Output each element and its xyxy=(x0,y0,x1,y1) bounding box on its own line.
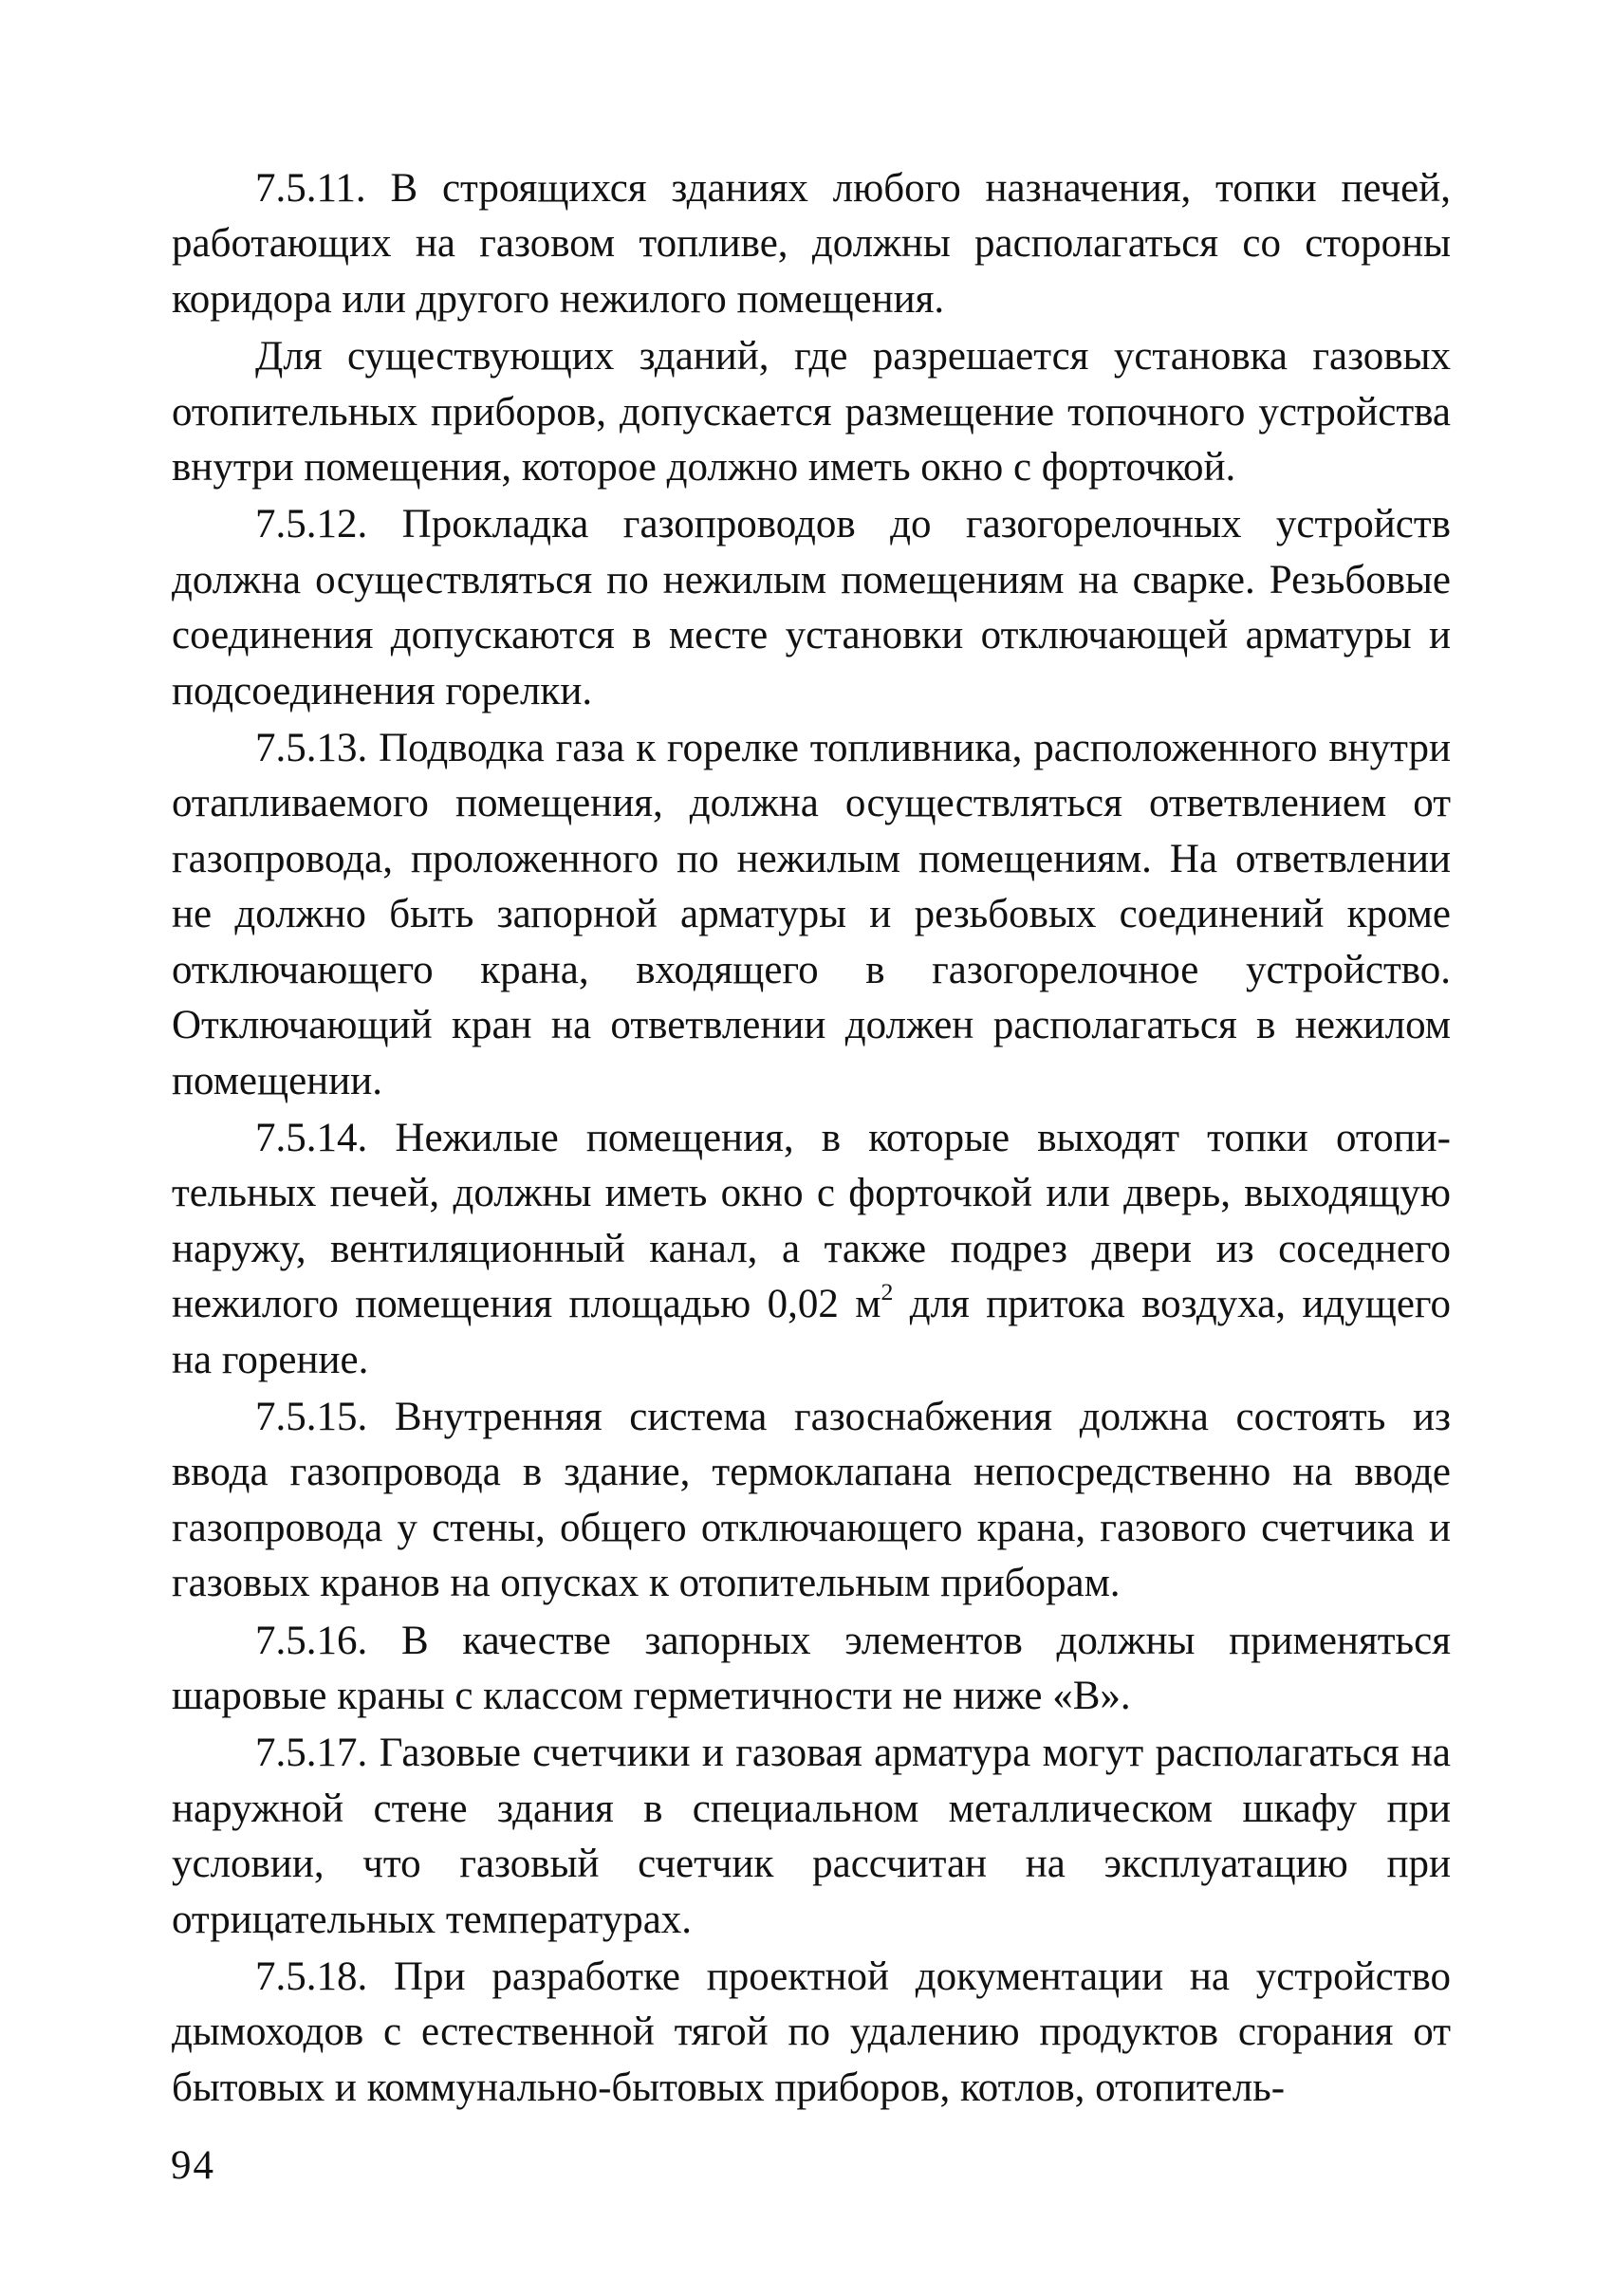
paragraph-7-5-14-tail: для притока воздуха, идущего на горение. xyxy=(172,1282,1451,1382)
paragraph-existing-buildings: Для существующих зданий, где разрешается установка газовых отопительных приборов, допускается размещение топочного устройства внутри помещения, которое должно иметь окно с форточкой. xyxy=(172,334,1451,491)
paragraph-7-5-14 xyxy=(172,1111,1451,1388)
body-text xyxy=(172,161,1451,2118)
paragraph-7-5-13: 7.5.13. Подводка газа к горелке топливника, расположенного внутри отапливаемого помещения, должна осуществляться ответвлением от газопровода, проложенного по нежилым помещениям. На ответвлении не должно быть запорной арматуры и резьбовых соединений кроме отключающего крана, входящего в газогорелочное устройство. Отключающий кран на ответвлении должен располагаться в нежилом помещении. xyxy=(172,726,1451,1103)
paragraph-7-5-12: 7.5.12. Прокладка газопроводов до газогорелочных устройств должна осуществляться по нежилым помещениям на сварке. Резьбовые соединения допускаются в месте установки отключающей арматуры и подсоединения горелки. xyxy=(172,502,1451,713)
area-unit-superscript: 2 xyxy=(881,1278,894,1306)
paragraph-7-5-14-text: 7.5.14. Нежилые помещения, в которые выходят топки отопительных печей, должны иметь окно с форточкой или дверь, выходящую наружу, вентиляционный канал, а также подрез двери из соседнего нежилого помещения площадью 0,02 м xyxy=(172,1115,1451,1327)
paragraph-7-5-16: 7.5.16. В качестве запорных элементов должны применяться шаровые краны с классом герметичности не ниже «В». xyxy=(172,1618,1451,1718)
paragraph-7-5-18: 7.5.18. При разработке проектной документации на устройство дымоходов с естественной тягой по удалению продуктов сгорания от бытовых и коммунально-бытовых приборов, котлов, отопитель- xyxy=(172,1954,1451,2110)
page-number: 94 xyxy=(171,2143,215,2188)
paragraph-7-5-17: 7.5.17. Газовые счетчики и газовая арматура могут располагаться на наружной стене здания в специальном металлическом шкафу при условии, что газовый счетчик рассчитан на эксплуатацию при отрицательных температурах. xyxy=(172,1731,1451,1942)
paragraph-7-5-15: 7.5.15. Внутренняя система газоснабжения должна состоять из ввода газопровода в здание, термоклапана непосредственно на вводе газопровода у стены, общего отключающего крана, газового счетчика и газовых кранов на опусках к отопительным приборам. xyxy=(172,1394,1451,1606)
paragraph-7-5-11: 7.5.11. В строящихся зданиях любого назначения, топки печей, работающих на газовом топливе, должны располагаться со стороны коридора или другого нежилого помещения. xyxy=(172,166,1451,322)
